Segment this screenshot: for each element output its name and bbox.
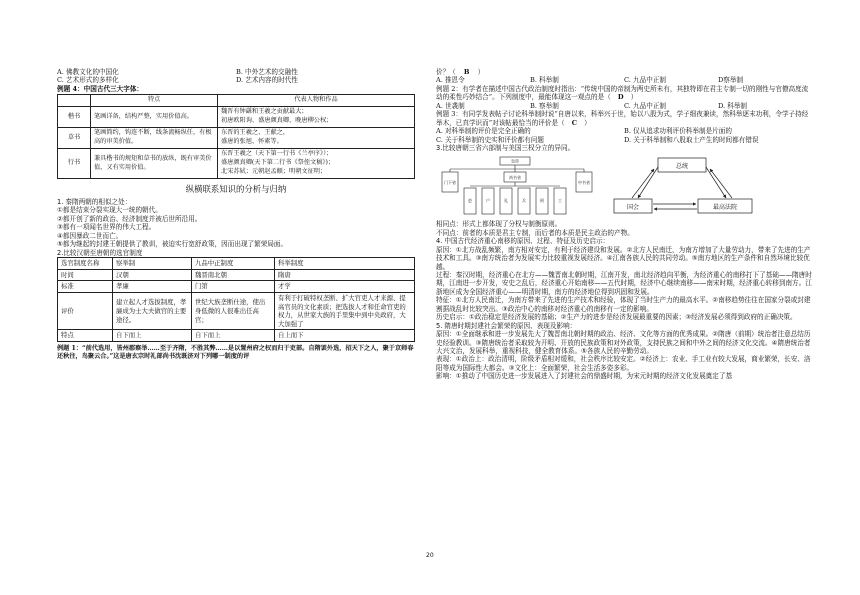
time-cell: 魏晋南北朝 xyxy=(192,269,275,281)
ministry-label: 兵 xyxy=(522,198,526,204)
example2-text: 例题 2：有学者在描述中国古代政治制度时指出：“传统中国的帝制为两史所未有，其独特即在君主专制一切的刚性与官僚高度流动的柔性巧妙结合”。下列制度中，最能体现这一观点的是（ xyxy=(436,84,809,102)
standard-cell: 门第 xyxy=(192,281,275,293)
diagrams xyxy=(436,155,812,217)
row-works xyxy=(218,128,415,149)
option: B. 科举制 xyxy=(530,76,559,85)
congress-label: 国会 xyxy=(626,204,640,212)
work-line: 东晋的王羲之、王献之， xyxy=(221,129,290,137)
impact5: 影响：①推动了中国历史进一步发展进入了封建社会的鼎盛时期，为宋元时期的经济文化发展奠定了基 xyxy=(436,372,733,381)
standard-cell: 孝廉 xyxy=(113,281,192,293)
system-name: 九品中正制度 xyxy=(192,258,275,270)
times-row xyxy=(58,269,415,281)
eval-cell: 世纪大族垄断仕途，使出身低微的人很难出任高官； xyxy=(192,292,275,330)
calligraphy-row-caoshu xyxy=(58,128,415,149)
standards-row xyxy=(58,281,415,293)
row-works xyxy=(218,149,415,179)
q1-stem-text: 价？（ xyxy=(436,68,456,76)
official-selection-table xyxy=(57,257,415,342)
example2 xyxy=(436,85,812,102)
feature-cell: 自下而上 xyxy=(113,330,192,342)
item5-title: 5. 隋唐时期封建社会繁荣的原因、表现及影响： xyxy=(436,321,577,330)
example3-answer: C xyxy=(571,118,578,127)
menxia-label: 门下省 xyxy=(444,180,456,186)
ministry-label: 刑 xyxy=(540,198,544,204)
row-works xyxy=(218,107,415,128)
header-label: 选官制度名称 xyxy=(58,258,113,270)
example3-text: 例题 3：有同学发表帖子讨论科举制时说“自唐以来，科举兴于世，始以八股为式，学子细夜兼读，然科举逐末功利，令学子持经举木，已真学识而”对该帖最恰当的评价是（ xyxy=(436,110,809,127)
compare3-title: 3.比较唐朝三省六部制与美国三权分立的异同。 xyxy=(436,143,575,152)
names-row xyxy=(58,258,415,270)
qin-sui-point: ①都是结束分裂实现大一统的朝代。 xyxy=(57,206,162,215)
q3-options-ab xyxy=(436,127,812,135)
feature-cell: 自下而上 xyxy=(192,330,275,342)
ministry-label: 礼 xyxy=(504,198,508,204)
q3-options-cd xyxy=(436,136,812,144)
option: D察举制 xyxy=(718,76,744,85)
qin-sui-point: ④都因暴政二世而亡。 xyxy=(57,231,123,240)
example2-answer: D xyxy=(617,93,624,102)
row-feature: 笔画详备，结构严整，实用价值高。 xyxy=(91,107,218,128)
similarity: 相同点：形式上都体现了分权与制衡原则。 xyxy=(436,220,562,229)
option: B. 察举制 xyxy=(530,101,559,110)
performance5: 表现：①政治上：政治清明，阶级矛盾相对缓和，社会秩序比较安定。②经济上：农业、手工业有较大发展，商业繁荣，长安、洛阳等成为国际性大都会。③文化上：全面繁荣，社会生活多姿多彩。 xyxy=(436,355,811,372)
us-separation-of-powers-diagram xyxy=(608,155,758,217)
ministry-label: 户 xyxy=(486,198,490,204)
row-feature: 笔画简约，钩连不断，线条流畅纵任，有极高的审美价值。 xyxy=(91,128,218,149)
work-line: 魏晋有钟繇和王羲之贡献最大； xyxy=(221,108,308,116)
option-c: C. 艺术形式的多样化 xyxy=(57,76,119,85)
features-row xyxy=(58,330,415,342)
example1: 例题 1：“前代选用，皆州郡察举……至于齐隋，不胜其弊……是以置州府之权而归于吏部。自隋罢外选，招天下之人，聚于京师春还秋往，鸟聚云合。”这是唐玄宗时礼部尚书沈既济对下列哪一制度的评 xyxy=(57,345,414,361)
system-name: 察举制 xyxy=(113,258,192,270)
header-feature: 特点 xyxy=(91,95,218,107)
time-label: 时间 xyxy=(58,269,113,281)
q1-close: ） xyxy=(477,68,485,76)
traits: 特征：①北方人民南迁，为南方带来了先进的生产技术和经验，体现了当时生产力的最高水平。②南移趋势往往在国家分裂或封建割据战乱时比较突出。③政治中心的南移对经济重心的南移有一定的影响。 xyxy=(436,296,811,313)
section-title: 纵横联系知识的分析与归纳 xyxy=(185,184,287,195)
option: D. 关于科举制和八股取士产生的时间都有错误 xyxy=(624,135,759,144)
q1-answer: B xyxy=(463,68,470,76)
calligraphy-row-kaishu xyxy=(58,107,415,128)
ministry-label: 工 xyxy=(558,198,562,204)
ministries xyxy=(464,188,566,214)
calligraphy-table xyxy=(57,94,415,179)
example2-close: ） xyxy=(630,93,638,102)
q2-options xyxy=(436,102,812,110)
time-cell: 汉朝 xyxy=(113,269,192,281)
qin-sui-point: ③都有一项闻名世界的伟大工程。 xyxy=(57,223,156,232)
qin-sui-title: 1. 秦隋两朝的相似之处： xyxy=(57,197,132,206)
president-label: 总统 xyxy=(675,163,689,171)
eval-label: 评价 xyxy=(58,292,113,330)
row-category: 行书 xyxy=(58,149,91,179)
option: A. 推恩令 xyxy=(436,76,465,85)
option: C. 九品中正制 xyxy=(624,101,666,110)
header-works: 代表人物和作品 xyxy=(218,95,415,107)
q1-options xyxy=(436,76,812,84)
shangshu-label: 尚书省 xyxy=(509,175,521,181)
work-line: 初唐欧阳询、盛唐颜真卿、晚唐柳公权； xyxy=(221,117,333,125)
work-line: 东晋王羲之（天下第一行书《兰亭序》）； xyxy=(221,150,333,158)
option: C. 九品中正制 xyxy=(624,76,666,85)
eval-cell: 有利于打破特权垄断、扩大官吏人才来源、提高官员的文化素质；把选拔人才和任命官吏的权力，从世家大族的手里集中到中央政府，大大加强了 xyxy=(275,292,415,330)
difference: 不同点：前者的本质是君主专制，而后者的本质是民主政治的产物。 xyxy=(436,228,634,237)
page-number: 20 xyxy=(426,552,434,559)
lesson: 历史启示：①政治稳定是经济发展的基础；②生产力的进步是经济发展最重要的因素；③经济发展必须得到政府的正确决策。 xyxy=(436,313,797,322)
work-line: 盛唐的张旭、怀素等。 xyxy=(221,138,283,146)
option-b: B. 中外艺术的交融性 xyxy=(236,68,298,76)
work-line: 盛唐颜真卿(天下第二行书《祭侄文稿》)； xyxy=(221,159,335,167)
example3-close: ） xyxy=(584,118,591,127)
ministry-label: 吏 xyxy=(468,198,472,204)
right-column xyxy=(436,68,812,381)
left-column xyxy=(57,68,415,361)
zhongshu-label: 中书省 xyxy=(578,180,590,186)
evals-row xyxy=(58,292,415,330)
row-category: 草书 xyxy=(58,128,91,149)
feature-cell: 自上而下 xyxy=(275,330,415,342)
option-a: A. 佛教文化的中国化 xyxy=(57,68,119,76)
work-line: 北宋苏轼；元朝赵孟頫；明朝文征明； xyxy=(221,168,327,176)
row-feature: 兼具楷书的规矩和草书的放纵，既有审美价值，又有实用价值。 xyxy=(91,149,218,179)
reasons: 原因：①北方战乱频繁，南方相对安定，有利于经济建设和发展。②北方人民南迁，为南方增加了大量劳动力，带来了先进的生产技术和工具。③南方统治者为发展实力比较重视发展经济。④江南各族人民的共同劳动。⑤南方地区的生产条件和自然环境比较优越。 xyxy=(436,245,811,271)
standard-cell: 才学 xyxy=(275,281,415,293)
option: B. 仅从追求功利评价科举制是片面的 xyxy=(624,127,732,136)
option: D. 科举制 xyxy=(718,101,748,110)
option: A. 对科举制的评价是完全正确的 xyxy=(436,127,531,136)
calligraphy-row-xingshu xyxy=(58,149,415,179)
row-category: 楷书 xyxy=(58,107,91,128)
feature-label: 特点 xyxy=(58,330,113,342)
option: A. 世袭制 xyxy=(436,101,465,110)
time-cell: 隋唐 xyxy=(275,269,415,281)
example3 xyxy=(436,110,812,127)
reasons5: 原因：①全面继承和进一步发展先大了魏晋南北朝时期的政治、经济、文化等方面的优秀成果。②隋唐（前期）统治者注意总结历史经验教训。③隋唐统治者采取较为开明、开放的民族政策和对外政策，支持民族之间和中外之间的经济文化交流。④隋唐统治者大兴文治，发展科举，重视科技，健全教育体系。⑤各族人民的辛勤劳动。 xyxy=(436,330,811,355)
emperor-label: 皇帝 xyxy=(511,158,519,164)
qin-sui-point: ②都开创了新的政治、经济制度并被后世所沿用。 xyxy=(57,214,202,223)
option-d: D. 艺术内容的时代性 xyxy=(236,76,298,85)
option: C. 关于科举制的史实和评价都有问题 xyxy=(436,135,544,144)
standard-label: 标准 xyxy=(58,281,113,293)
compare-title: 2.比较汉朝至唐朝的选官制度 xyxy=(57,248,143,257)
calligraphy-header-row xyxy=(58,95,415,107)
tang-government-diagram xyxy=(436,155,596,217)
eval-cell: 建立起人才选拔制度，孝廉成为士大夫做官的主要途径。 xyxy=(113,292,192,330)
options-cd xyxy=(57,76,415,84)
system-name: 科举制度 xyxy=(275,258,415,270)
process: 过程：秦汉时期，经济重心在北方——魏晋南北朝时期，江南开发，南北经济趋向平衡，为经济重心的南移打下了基础——隋唐时期，江南进一步开发，安史之乱后，经济重心开始南移——五代时期，经济中心继续南移——南宋时期，经济重心转移到南方。江浙地区成为全国经济重心——明清时期，南方的经济地位得到巩固和发展。 xyxy=(436,271,812,296)
qin-sui-point: ⑤都为继起的封建王朝提供了教训，被迫实行宽舒政策，因而出现了繁荣局面。 xyxy=(57,240,288,249)
example4-title: 例题 4：中国古代三大字体： xyxy=(57,84,144,93)
supreme-court-label: 最高法院 xyxy=(712,204,738,212)
item4-title: 4. 中国古代经济重心南移的原因、过程、特征及历史启示： xyxy=(436,237,610,246)
